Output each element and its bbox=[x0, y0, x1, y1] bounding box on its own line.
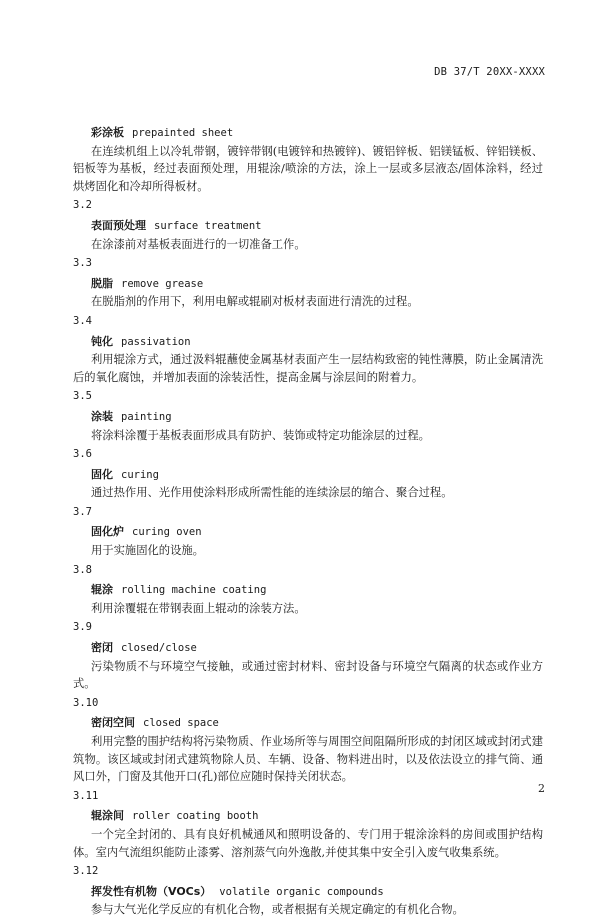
term-english: curing oven bbox=[132, 526, 202, 539]
term-english: passivation bbox=[121, 335, 191, 348]
term-chinese: 密闭空间 bbox=[91, 716, 135, 730]
term-heading bbox=[73, 523, 543, 542]
term-entry bbox=[73, 124, 543, 195]
term-heading bbox=[73, 408, 543, 427]
term-english: curing bbox=[121, 468, 159, 481]
term-heading bbox=[73, 714, 543, 733]
term-chinese: 密闭 bbox=[91, 641, 113, 655]
term-entry bbox=[73, 562, 543, 618]
term-heading bbox=[73, 807, 543, 826]
term-entry bbox=[73, 695, 543, 786]
term-chinese: 表面预处理 bbox=[91, 218, 146, 232]
term-number: 3.9 bbox=[73, 621, 92, 634]
term-entry bbox=[73, 255, 543, 311]
term-heading bbox=[73, 466, 543, 485]
term-heading bbox=[73, 883, 543, 902]
term-number: 3.11 bbox=[73, 789, 99, 802]
term-number: 3.7 bbox=[73, 505, 92, 518]
term-chinese: 辊涂间 bbox=[91, 809, 124, 823]
term-heading bbox=[73, 217, 543, 236]
term-english: surface treatment bbox=[154, 219, 262, 232]
term-heading bbox=[73, 333, 543, 352]
term-english: roller coating booth bbox=[132, 810, 259, 823]
term-number: 3.5 bbox=[73, 390, 92, 403]
term-english: painting bbox=[121, 410, 172, 423]
term-english: rolling machine coating bbox=[121, 584, 267, 597]
term-number: 3.12 bbox=[73, 865, 99, 878]
term-heading bbox=[73, 581, 543, 600]
term-entry bbox=[73, 619, 543, 692]
term-chinese: 彩涂板 bbox=[91, 126, 124, 139]
document-code: DB 37/T 20XX-XXXX bbox=[434, 66, 545, 78]
term-definition: 在涂漆前对基板表面进行的一切准备工作。 bbox=[91, 237, 306, 251]
term-number: 3.2 bbox=[73, 199, 92, 212]
term-definition: 一个完全封闭的、具有良好机械通风和照明设备的、专门用于辊涂涂料的房间或围护结构体。室内气流组织能防止漆雾、溶剂蒸气向外逸散,并使其集中安全引入废气收集系统。 bbox=[73, 827, 543, 859]
term-definition: 在连续机组上以冷轧带钢，镀锌带钢(电镀锌和热镀锌)、镀铝锌板、铝镁锰板、锌铝镁板、铝板等为基板，经过表面预处理，用辊涂/喷涂的方法，涂上一层或多层液态/固体涂料，经过烘烤固化和冷却所得板材。 bbox=[73, 144, 543, 193]
term-chinese: 脱脂 bbox=[91, 276, 113, 290]
term-english: volatile organic compounds bbox=[219, 885, 384, 898]
term-number: 3.3 bbox=[73, 257, 92, 270]
term-heading bbox=[73, 275, 543, 294]
term-entry bbox=[73, 863, 543, 919]
term-number: 3.4 bbox=[73, 314, 92, 327]
term-entry bbox=[73, 446, 543, 502]
term-definition: 将涂料涂覆于基板表面形成具有防护、装饰或特定功能涂层的过程。 bbox=[91, 428, 430, 442]
term-number: 3.8 bbox=[73, 563, 92, 576]
page-number: 2 bbox=[538, 782, 545, 795]
term-definition: 用于实施固化的设施。 bbox=[91, 544, 204, 558]
term-number: 3.6 bbox=[73, 448, 92, 461]
term-definition: 参与大气光化学反应的有机化合物，或者根据有关规定确定的有机化合物。 bbox=[91, 903, 464, 917]
term-heading bbox=[73, 639, 543, 658]
term-english: closed space bbox=[143, 717, 219, 730]
term-chinese: 挥发性有机物（VOCs） bbox=[91, 884, 212, 898]
term-entry bbox=[73, 388, 543, 444]
term-chinese: 涂装 bbox=[91, 409, 113, 423]
term-english: prepainted sheet bbox=[132, 127, 234, 139]
term-chinese: 固化炉 bbox=[91, 525, 124, 539]
term-entry bbox=[73, 504, 543, 560]
term-heading bbox=[73, 124, 543, 143]
term-english: remove grease bbox=[121, 277, 204, 290]
term-chinese: 辊涂 bbox=[91, 583, 113, 597]
term-definition: 在脱脂剂的作用下，利用电解或辊刷对板材表面进行清洗的过程。 bbox=[91, 295, 419, 309]
term-definition: 通过热作用、光作用使涂料形成所需性能的连续涂层的缩合、聚合过程。 bbox=[91, 486, 453, 500]
term-definition: 利用涂覆辊在带钢表面上辊动的涂装方法。 bbox=[91, 601, 306, 615]
terms-list bbox=[73, 122, 543, 919]
term-entry bbox=[73, 197, 543, 253]
term-entry bbox=[73, 313, 543, 386]
term-number: 3.10 bbox=[73, 696, 99, 709]
term-chinese: 钝化 bbox=[91, 334, 113, 348]
term-chinese: 固化 bbox=[91, 467, 113, 481]
term-english: closed/close bbox=[121, 642, 197, 655]
term-definition: 利用完整的围护结构将污染物质、作业场所等与周围空间阻隔所形成的封闭区域或封闭式建筑物。该区域或封闭式建筑物除人员、车辆、设备、物料进出时，以及依法设立的排气筒、通风口外，门窗及其他开口(孔)部位应随时保持关闭状态。 bbox=[73, 735, 543, 784]
term-definition: 利用辊涂方式，通过汲料辊蘸使金属基材表面产生一层结构致密的钝性薄膜，防止金属清洗后的氧化腐蚀，并增加表面的涂装活性，提高金属与涂层间的附着力。 bbox=[73, 353, 543, 384]
term-entry bbox=[73, 788, 543, 861]
term-definition: 污染物质不与环境空气接触，或通过密封材料、密封设备与环境空气隔离的状态或作业方式。 bbox=[73, 659, 543, 691]
